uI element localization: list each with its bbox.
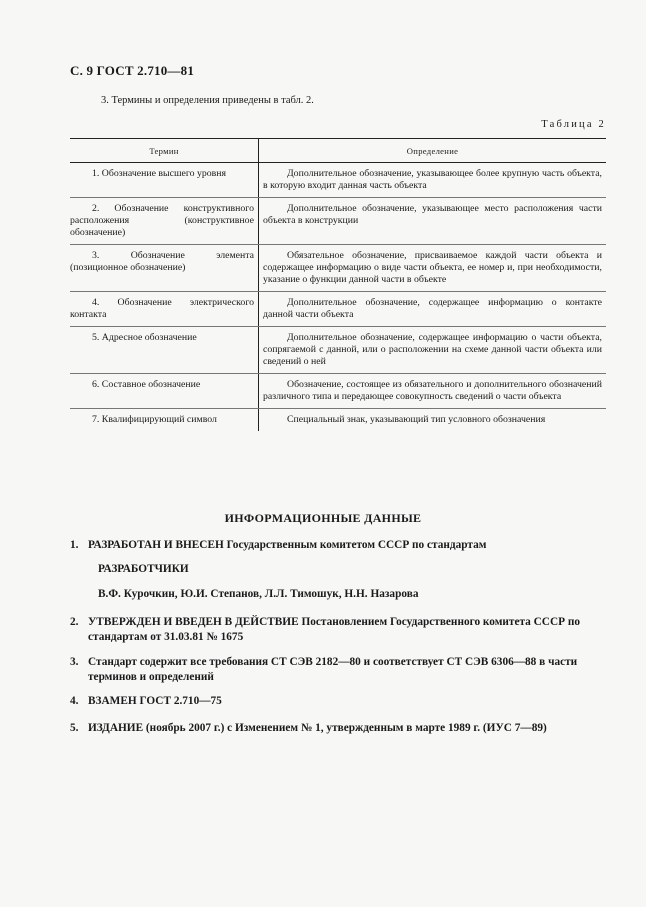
info-item-text: УТВЕРЖДЕН И ВВЕДЕН В ДЕЙСТВИЕ Постановлением Государственного комитета СССР по стандартам от 31.03.81 № 1675 [88,616,580,643]
developers-label: РАЗРАБОТЧИКИ [98,563,189,575]
info-item-text: ИЗДАНИЕ (ноябрь 2007 г.) с Изменением № 1, утвержденным в марте 1989 г. (ИУС 7—89) [88,722,547,734]
table-row [70,327,606,374]
info-item-number: 2. [70,616,79,628]
info-item-number: 5. [70,722,79,734]
term-cell: 1. Обозначение высшего уровня [70,163,259,198]
column-header-definition: Определение [259,139,607,163]
table-header-row [70,139,606,163]
definition-cell: Дополнительное обозначение, содержащее информацию о части объекта, сопрягаемой с данной, или о расположении на схеме данной части объекта или сведений о ней [259,327,607,374]
term-cell: 5. Адресное обозначение [70,327,259,374]
table-caption: Таблица 2 [541,119,606,130]
definition-cell: Дополнительное обозначение, указывающее более крупную часть объекта, в которую входит данная часть объекта [259,163,607,198]
definition-cell: Дополнительное обозначение, содержащее информацию о контакте данной части объекта [259,292,607,327]
info-item-text: РАЗРАБОТАН И ВНЕСЕН Государственным комитетом СССР по стандартам [88,539,487,551]
table-row [70,374,606,409]
info-item-requirements [70,655,610,685]
info-item-edition [70,721,610,736]
table-row [70,409,606,432]
term-cell: 7. Квалифицирующий символ [70,409,259,432]
info-item-number: 1. [70,539,79,551]
info-item-approved [70,615,610,645]
term-cell: 6. Составное обозначение [70,374,259,409]
table-row [70,198,606,245]
intro-paragraph: 3. Термины и определения приведены в табл. 2. [101,95,314,106]
table-row [70,245,606,292]
terms-table [70,138,606,431]
definition-cell: Обозначение, состоящее из обязательного и дополнительного обозначений различного типа и передающее совокупность сведений о части объекта [259,374,607,409]
definition-cell: Обязательное обозначение, присваиваемое каждой части объекта и содержащее информацию о виде части объекта, ее номер и, при необходимости, указание о функции данной части в объекте [259,245,607,292]
table-row [70,163,606,198]
table-row [70,292,606,327]
term-cell: 3. Обозначение элемента (позиционное обозначение) [70,245,259,292]
info-item-replaces [70,694,610,709]
definition-cell: Дополнительное обозначение, указывающее место расположения части объекта в конструкции [259,198,607,245]
page-header: С. 9 ГОСТ 2.710—81 [70,63,195,78]
info-item-text: Стандарт содержит все требования СТ СЭВ 2182—80 и соответствует СТ СЭВ 6306—88 в части терминов и определений [88,656,578,683]
term-cell: 2. Обозначение конструктивного расположения (конструктивное обозначение) [70,198,259,245]
column-header-term: Термин [70,139,259,163]
info-item-number: 4. [70,695,79,707]
info-item-text: ВЗАМЕН ГОСТ 2.710—75 [88,695,222,707]
info-section-title: ИНФОРМАЦИОННЫЕ ДАННЫЕ [224,511,422,525]
info-item-developed [70,538,610,553]
info-item-number: 3. [70,656,79,668]
definition-cell: Специальный знак, указывающий тип условного обозначения [287,414,546,425]
developers-names: В.Ф. Курочкин, Ю.И. Степанов, Л.Л. Тимошук, Н.Н. Назарова [98,588,419,600]
term-cell: 4. Обозначение электрического контакта [70,292,259,327]
